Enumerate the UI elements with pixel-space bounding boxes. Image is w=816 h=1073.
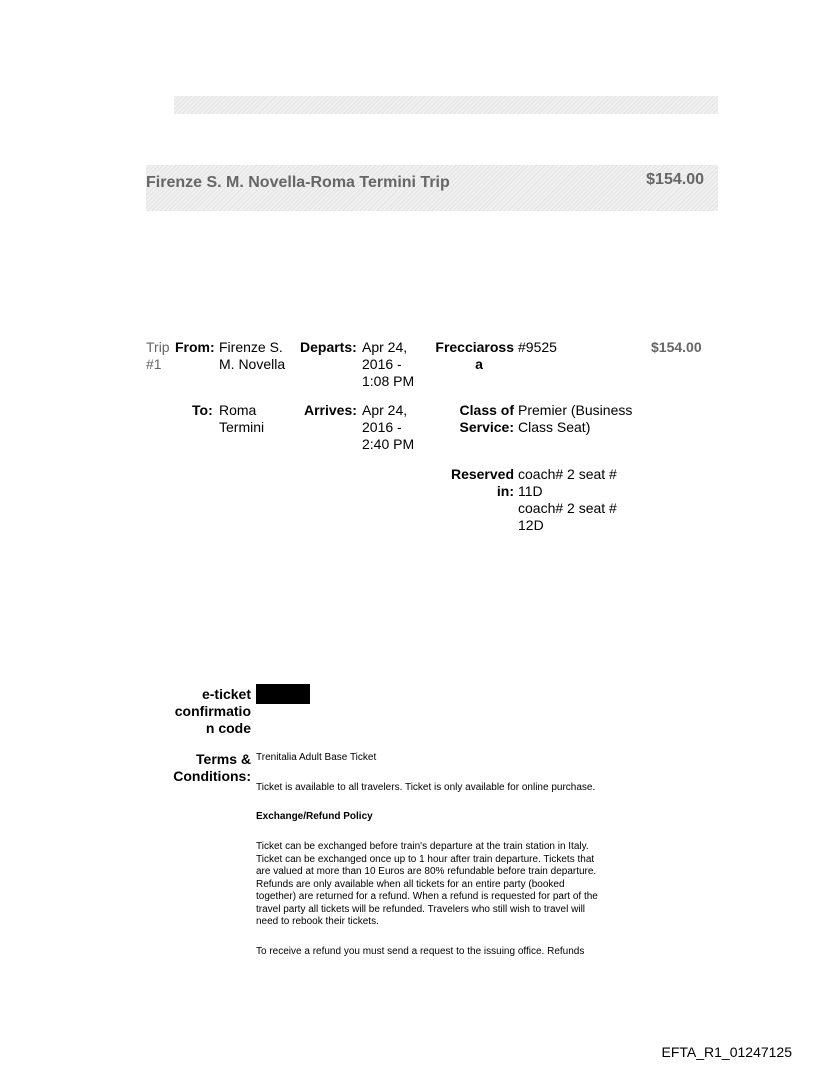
- class-of-service-value: Premier (Business Class Seat): [518, 402, 633, 435]
- train-number: #9525: [518, 339, 557, 355]
- reserved-seats: coach# 2 seat # 11D coach# 2 seat # 12D: [518, 466, 617, 533]
- policy-line: together) are returned for a refund. When a refund is requested for part of the: [256, 891, 598, 902]
- to-station: Roma Termini: [219, 402, 265, 435]
- to-label: To:: [192, 402, 213, 418]
- policy-line: are valued at more than 10 Euros are 80% refundable before train departure.: [256, 866, 597, 877]
- reserved-in-label: Reserved in:: [450, 466, 514, 499]
- exchange-refund-policy-heading: Exchange/Refund Policy: [256, 811, 373, 822]
- trip-title: Firenze S. M. Novella-Roma Termini Trip: [146, 174, 450, 191]
- from-label: From:: [175, 339, 215, 355]
- ticket-type: Trenitalia Adult Base Ticket: [256, 752, 377, 763]
- ticket-availability: Ticket is available to all travelers. Ticket is only available for online purchase.: [256, 782, 596, 793]
- class-of-service-label: Class of Service:: [459, 402, 514, 435]
- departs-value: Apr 24, 2016 - 1:08 PM: [362, 339, 415, 389]
- exchange-refund-policy-text: [256, 841, 598, 929]
- eticket-confirmation-label: e-ticket confirmatio n code: [174, 686, 251, 736]
- refund-request-text: To receive a refund you must send a request to the issuing office. Refunds: [256, 946, 585, 957]
- policy-line: Ticket can be exchanged once up to 1 hour after train departure. Tickets that: [256, 853, 595, 865]
- policy-line: Refunds are only available when all tickets for an entire party (booked: [256, 878, 565, 890]
- document-id: EFTA_R1_01247125: [661, 1044, 792, 1060]
- policy-line: need to rebook their tickets.: [256, 916, 379, 927]
- departs-label: Departs:: [300, 339, 357, 355]
- train-name: Frecciaross a: [435, 339, 514, 372]
- trip-header-bar: [146, 165, 718, 211]
- trip-number-label: Trip #1: [146, 339, 170, 372]
- arrives-label: Arrives:: [304, 402, 357, 418]
- from-station: Firenze S. M. Novella: [219, 339, 286, 372]
- top-shaded-band: [174, 96, 718, 114]
- policy-line: Ticket can be exchanged before train's departure at the train station in Italy.: [256, 841, 589, 852]
- trip-price: $154.00: [651, 339, 702, 355]
- redacted-confirmation-code: [256, 684, 310, 704]
- terms-conditions-label: Terms & Conditions:: [173, 751, 251, 784]
- policy-line: travel party all tickets will be refunded. Travelers who still wish to travel will: [256, 903, 586, 915]
- trip-total-price: $154.00: [646, 171, 704, 188]
- arrives-value: Apr 24, 2016 - 2:40 PM: [362, 402, 415, 452]
